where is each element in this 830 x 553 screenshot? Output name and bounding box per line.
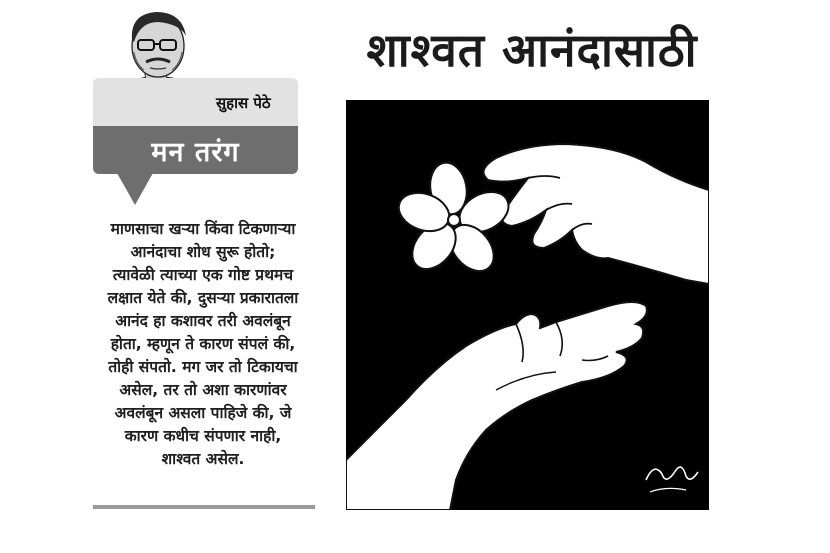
column-banner <box>93 126 298 174</box>
quote-line: तोही संपतो. मग जर तो टिकायचा <box>108 358 298 376</box>
quote-line: आनंद हा कशावर तरी अवलंबून <box>115 312 291 330</box>
quote-line: असेल, तर तो अशा कारणांवर <box>119 381 287 399</box>
headline: शाश्वत आनंदासाठी <box>366 23 698 77</box>
quote-line: शाश्वत असेल. <box>161 450 245 468</box>
bottom-rule <box>93 505 315 509</box>
quote-line: होता, म्हणून ते कारण संपलं की, <box>110 335 296 353</box>
quote-text <box>93 218 313 471</box>
quote-line: माणसाचा खऱ्या किंवा टिकणाऱ्या <box>110 220 296 238</box>
quote-line: त्यावेळी त्याच्या एक गोष्ट प्रथमच <box>112 266 294 284</box>
quote-line: अवलंबून असला पाहिजे की, जे <box>114 404 292 422</box>
author-name: सुहास पेठे <box>216 94 271 112</box>
hands-flower-illustration <box>346 100 709 510</box>
banner-pointer <box>117 173 153 205</box>
quote-line: कारण कधीच संपणार नाही, <box>124 427 282 445</box>
quote-line: आनंदाचा शोध सुरू होतो; <box>130 243 276 261</box>
column-name: मन तरंग <box>151 136 240 168</box>
quote-line: लक्षात येते की, दुसऱ्या प्रकारातला <box>107 289 299 307</box>
